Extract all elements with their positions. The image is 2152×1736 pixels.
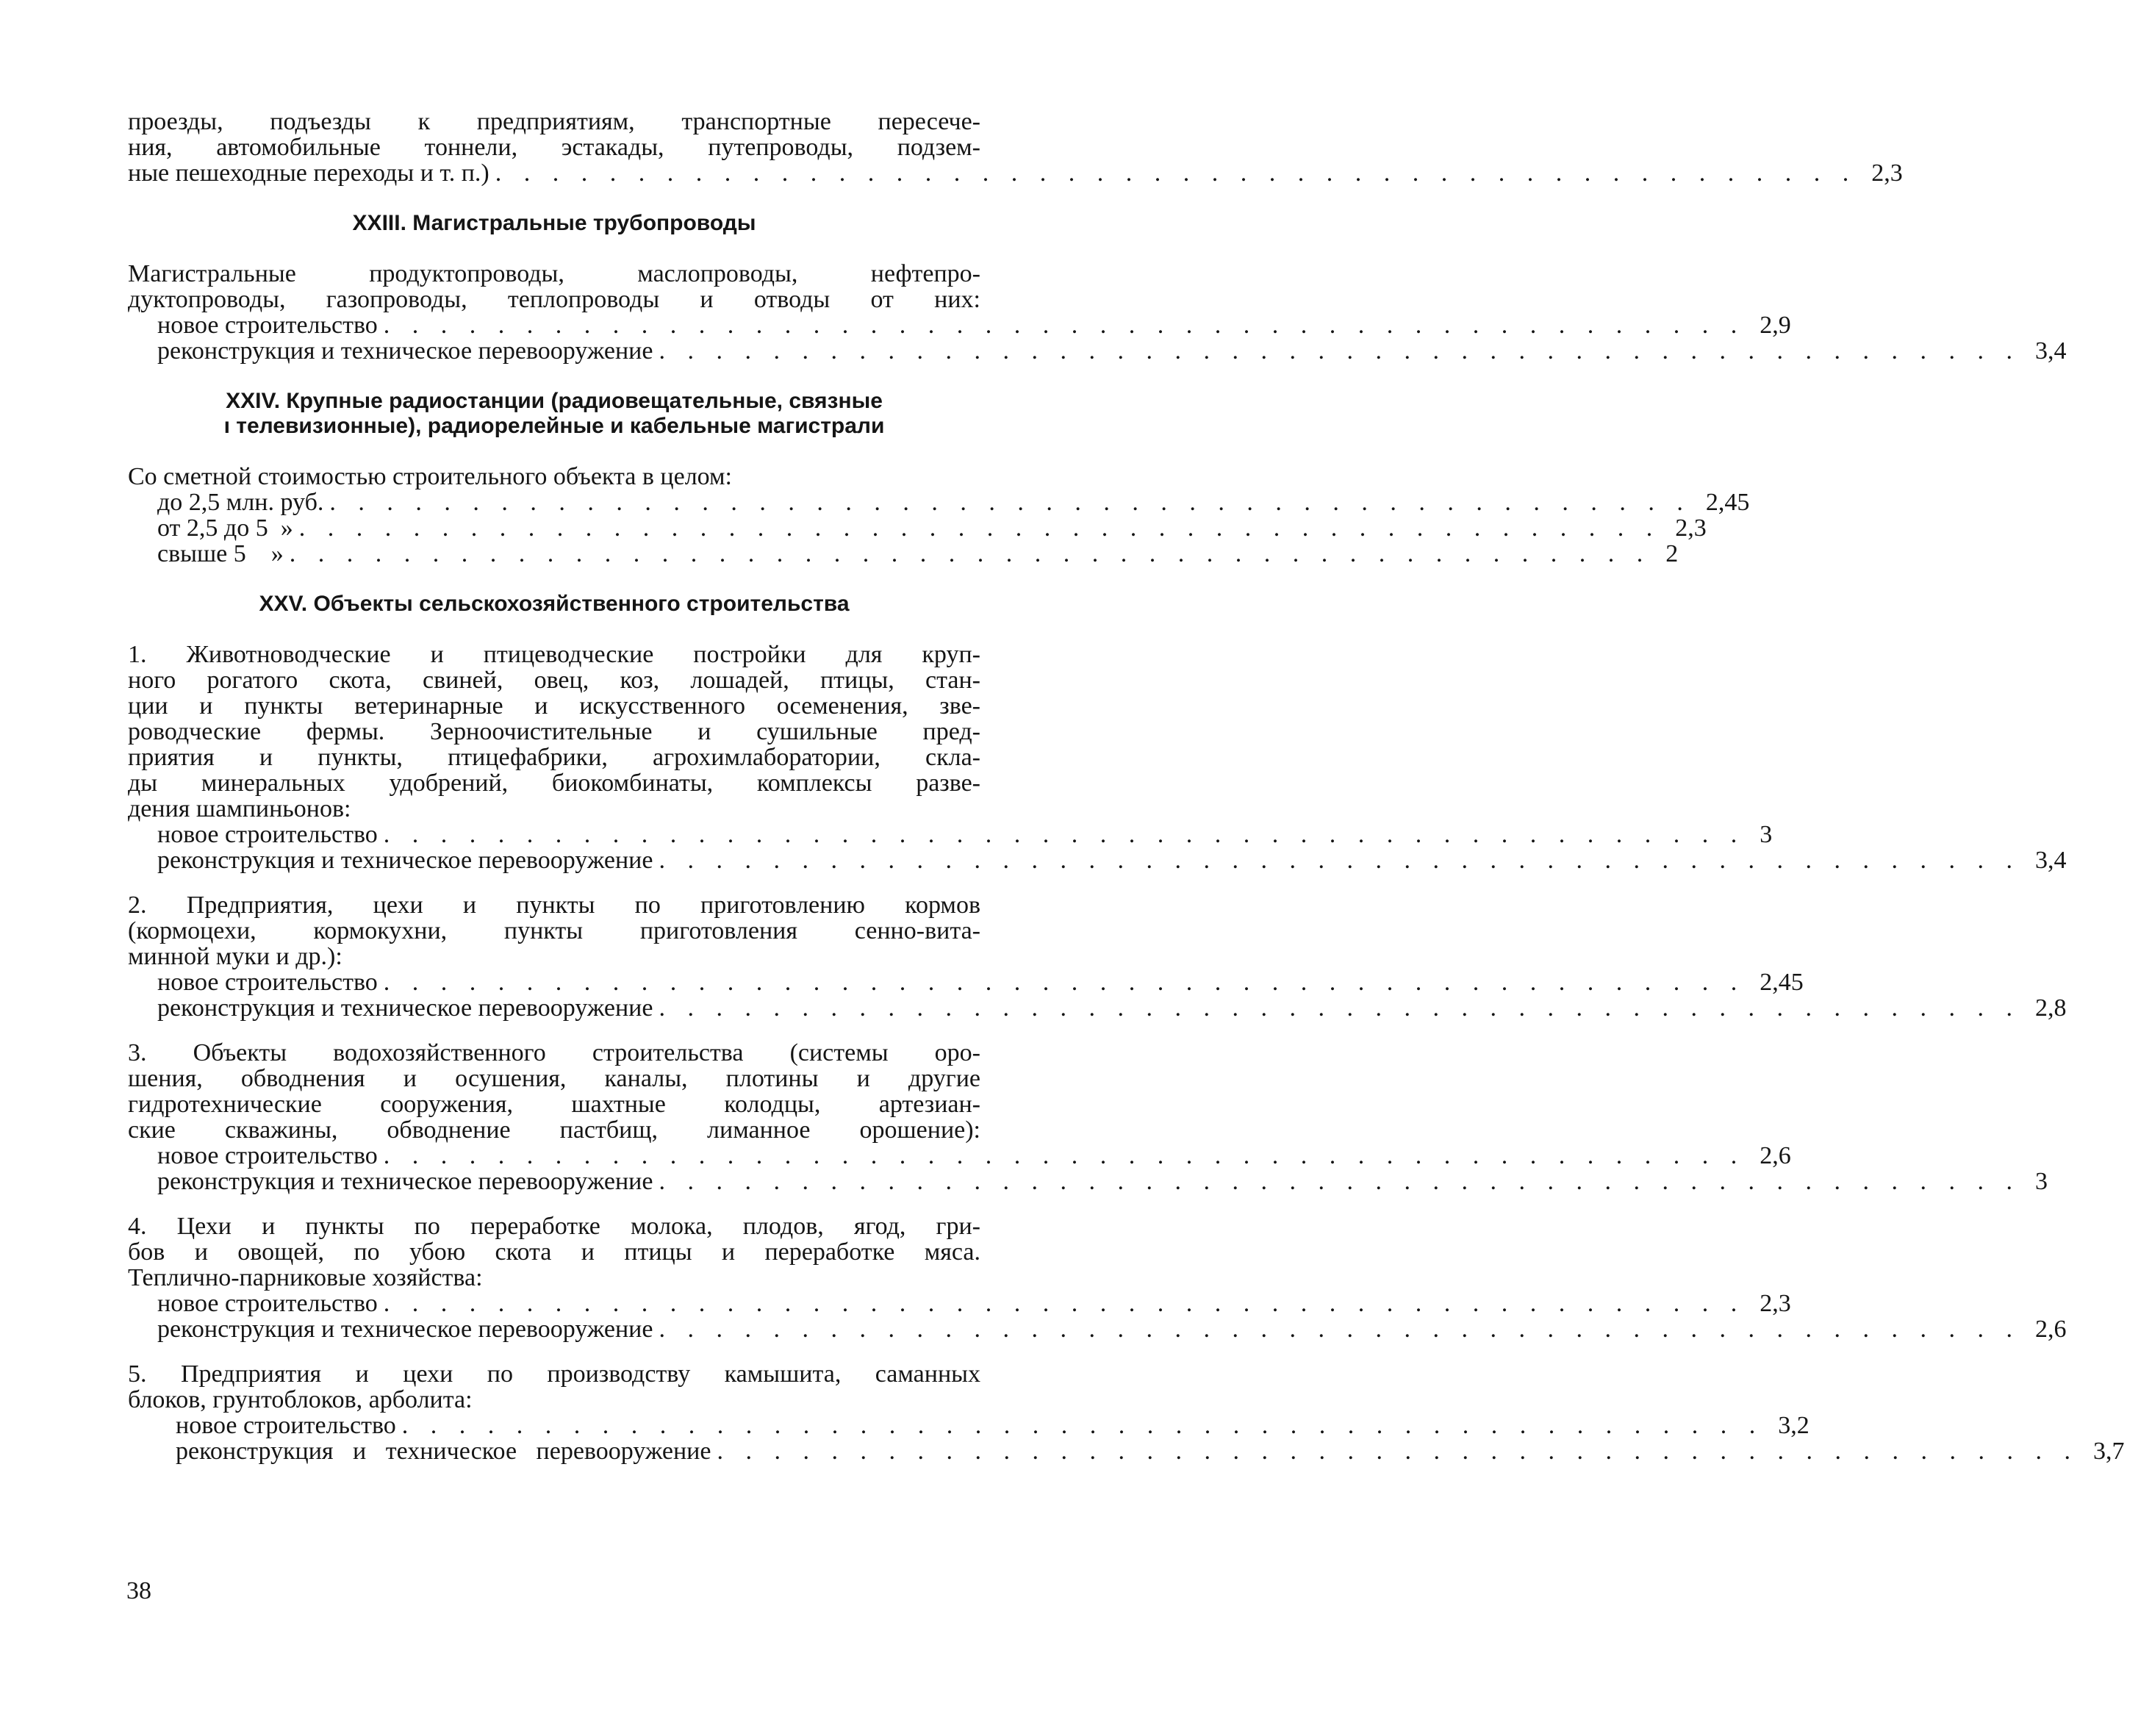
value-row bbox=[128, 821, 1773, 848]
text-line: ские скважины, обводнение пастбищ, лиманное орошение): bbox=[128, 1116, 980, 1144]
row-value: 2,3 bbox=[1871, 159, 1903, 187]
row-value: 2,8 bbox=[2034, 994, 2067, 1022]
row-label: новое строительство bbox=[157, 969, 378, 996]
section-heading-xxv: XXV. Объекты сельскохозяйственного строительства bbox=[259, 592, 850, 616]
heading-line: XXIV. Крупные радиостанции (радиовещательные, связные bbox=[226, 389, 883, 413]
row-value: 2,45 bbox=[1705, 489, 1750, 516]
item-4-text bbox=[128, 1213, 980, 1291]
row-label: новое строительство bbox=[176, 1412, 396, 1439]
row-label: реконструкция и техническое перевооружение bbox=[157, 337, 653, 365]
value-row bbox=[128, 540, 1679, 567]
text-line: 4. Цехи и пункты по переработке молока, плодов, ягод, гри- bbox=[128, 1213, 980, 1240]
heading-line: ı телевизионные), радиорелейные и кабельные магистрали bbox=[223, 414, 885, 438]
row-value: 2,9 bbox=[1760, 312, 1791, 339]
text-line: шения, обводнения и осушения, каналы, плотины и другие bbox=[128, 1065, 980, 1092]
leader-dots: . . . . . . . . . . . . . . . . . . . . . . . . . . . . . . . . . . . . . . . . . . . . . . . . bbox=[383, 821, 1746, 848]
leader-dots: . . . . . . . . . . . . . . . . . . . . . . . . . . . . . . . . . . . . . . . . . . . . . . . . bbox=[659, 847, 2020, 874]
row-label: реконструкция и техническое перевооружение bbox=[157, 1168, 653, 1195]
row-value: 3,7 bbox=[2092, 1438, 2125, 1465]
text-line: 1. Животноводческие и птицеводческие постройки для круп- bbox=[128, 641, 980, 668]
leader-dots: . . . . . . . . . . . . . . . . . . . . . . . . . . . . . . . . . . . . . . . . . . . . . . . . bbox=[329, 489, 1691, 516]
section-heading-xxiii: XXIII. Магистральные трубопроводы bbox=[352, 211, 756, 235]
text-line: минной муки и др.): bbox=[128, 943, 342, 970]
row-value: 2,6 bbox=[2034, 1316, 2067, 1343]
value-row bbox=[128, 1438, 2125, 1465]
row-label: свыше 5 » bbox=[157, 540, 284, 567]
page-number: 38 bbox=[126, 1577, 151, 1604]
row-label: новое строительство bbox=[157, 821, 378, 848]
leader-dots: . . . . . . . . . . . . . . . . . . . . . . . . . . . . . . . . . . . . . . . . . . . . . . . . bbox=[717, 1438, 2079, 1465]
row-label: до 2,5 млн. руб. bbox=[157, 489, 324, 516]
value-row bbox=[128, 994, 2067, 1022]
item-2-text bbox=[128, 892, 980, 969]
text-line: блоков, грунтоблоков, арболита: bbox=[128, 1386, 473, 1413]
row-label: новое строительство bbox=[157, 1290, 378, 1317]
leader-dots: . . . . . . . . . . . . . . . . . . . . . . . . . . . . . . . . . . . . . . . . . . . . . . . . bbox=[298, 514, 1661, 542]
text-line: 2. Предприятия, цехи и пункты по приготовлению кормов bbox=[128, 892, 980, 919]
row-label: от 2,5 до 5 » bbox=[157, 514, 293, 542]
row-label: реконструкция и техническое перевооружение bbox=[157, 847, 653, 874]
text-line: (кормоцехи, кормокухни, пункты приготовления сенно-вита- bbox=[128, 917, 980, 944]
row-value: 2,3 bbox=[1675, 514, 1707, 542]
section-heading-xxiv bbox=[128, 389, 980, 439]
item-1-text bbox=[128, 642, 980, 822]
leader-dots: . . . . . . . . . . . . . . . . . . . . . . . . . . . . . . . . . . . . . . . . . . . . . . . . bbox=[495, 159, 1857, 187]
text-line: Теплично-парниковые хозяйства: bbox=[128, 1264, 483, 1291]
value-row bbox=[128, 514, 1707, 542]
value-row bbox=[128, 847, 2067, 874]
row-value: 3,4 bbox=[2034, 847, 2067, 874]
value-row bbox=[128, 489, 1750, 516]
value-row bbox=[128, 1316, 2067, 1343]
row-label: реконструкция и техническое перевооружение bbox=[157, 994, 653, 1022]
leader-dots: . . . . . . . . . . . . . . . . . . . . . . . . . . . . . . . . . . . . . . . . . . . . . . . . bbox=[383, 1290, 1746, 1317]
leader-dots: . . . . . . . . . . . . . . . . . . . . . . . . . . . . . . . . . . . . . . . . . . . . . . . . bbox=[401, 1412, 1764, 1439]
row-value: 3,2 bbox=[1778, 1412, 1810, 1439]
value-row bbox=[128, 1168, 2048, 1195]
text-line: проезды, подъезды к предприятиям, транспортные пересече- bbox=[128, 108, 980, 135]
text-line: 5. Предприятия и цехи по производству камышита, саманных bbox=[128, 1360, 980, 1388]
item-5-text bbox=[128, 1361, 980, 1413]
leader-dots: . . . . . . . . . . . . . . . . . . . . . . . . . . . . . . . . . . . . . . . . . . . . . . . . bbox=[383, 969, 1746, 996]
row-value: 2,3 bbox=[1760, 1290, 1791, 1317]
leader-dots: . . . . . . . . . . . . . . . . . . . . . . . . . . . . . . . . . . . . . . . . . . . . . . . . bbox=[383, 312, 1746, 339]
row-label: новое строительство bbox=[157, 312, 378, 339]
item-3-text bbox=[128, 1040, 980, 1143]
document-page bbox=[128, 108, 2125, 1465]
text-line: ного рогатого скота, свиней, овец, коз, лошадей, птицы, стан- bbox=[128, 667, 980, 694]
text-line: приятия и пункты, птицефабрики, агрохимлаборатории, скла- bbox=[128, 744, 980, 771]
text-line: бов и овощей, по убою скота и птицы и переработке мяса. bbox=[128, 1238, 980, 1266]
text-line: роводческие фермы. Зерноочистительные и сушильные пред- bbox=[128, 718, 980, 745]
row-value: 3 bbox=[2034, 1168, 2048, 1195]
leader-dots: . . . . . . . . . . . . . . . . . . . . . . . . . . . . . . . . . . . . . . . . . . . . . . . . bbox=[659, 337, 2020, 365]
value-row bbox=[128, 969, 1804, 996]
value-row bbox=[128, 337, 2067, 365]
row-value: 2 bbox=[1665, 540, 1679, 567]
section-intro: Со сметной стоимостью строительного объекта в целом: bbox=[128, 463, 732, 490]
row-value: 3 bbox=[1760, 821, 1773, 848]
leader-dots: . . . . . . . . . . . . . . . . . . . . . . . . . . . . . . . . . . . . . . . . . . . . . . . . bbox=[659, 1168, 2020, 1195]
value-row bbox=[128, 159, 1903, 187]
value-row bbox=[128, 1412, 1810, 1439]
row-label: реконструкция и техническое перевооружение bbox=[176, 1438, 711, 1465]
leader-dots: . . . . . . . . . . . . . . . . . . . . . . . . . . . . . . . . . . . . . . . . . . . . . . . . bbox=[659, 994, 2020, 1022]
row-value: 3,4 bbox=[2034, 337, 2067, 365]
value-row bbox=[128, 312, 1791, 339]
value-row bbox=[128, 1142, 1791, 1169]
text-line: ции и пункты ветеринарные и искусственного осеменения, зве- bbox=[128, 692, 980, 720]
leader-dots: . . . . . . . . . . . . . . . . . . . . . . . . . . . . . . . . . . . . . . . . . . . . . . . . bbox=[289, 540, 1651, 567]
leader-dots: . . . . . . . . . . . . . . . . . . . . . . . . . . . . . . . . . . . . . . . . . . . . . . . . bbox=[659, 1316, 2020, 1343]
continuation-paragraph bbox=[128, 109, 980, 160]
row-label: ные пешеходные переходы и т. п.) bbox=[128, 159, 489, 187]
section-intro bbox=[128, 261, 980, 312]
text-line: Магистральные продуктопроводы, маслопроводы, нефтепро- bbox=[128, 260, 980, 287]
row-value: 2,6 bbox=[1760, 1142, 1791, 1169]
text-line: ды минеральных удобрений, биокомбинаты, комплексы разве- bbox=[128, 770, 980, 797]
value-row bbox=[128, 1290, 1791, 1317]
row-label: реконструкция и техническое перевооружение bbox=[157, 1316, 653, 1343]
text-line: гидротехнические сооружения, шахтные колодцы, артезиан- bbox=[128, 1091, 980, 1118]
leader-dots: . . . . . . . . . . . . . . . . . . . . . . . . . . . . . . . . . . . . . . . . . . . . . . . . bbox=[383, 1142, 1746, 1169]
text-line: дуктопроводы, газопроводы, теплопроводы и отводы от них: bbox=[128, 286, 980, 313]
text-line: дения шампиньонов: bbox=[128, 795, 351, 822]
row-label: новое строительство bbox=[157, 1142, 378, 1169]
text-line: 3. Объекты водохозяйственного строительства (системы оро- bbox=[128, 1039, 980, 1066]
row-value: 2,45 bbox=[1760, 969, 1804, 996]
text-line: ния, автомобильные тоннели, эстакады, путепроводы, подзем- bbox=[128, 134, 980, 161]
